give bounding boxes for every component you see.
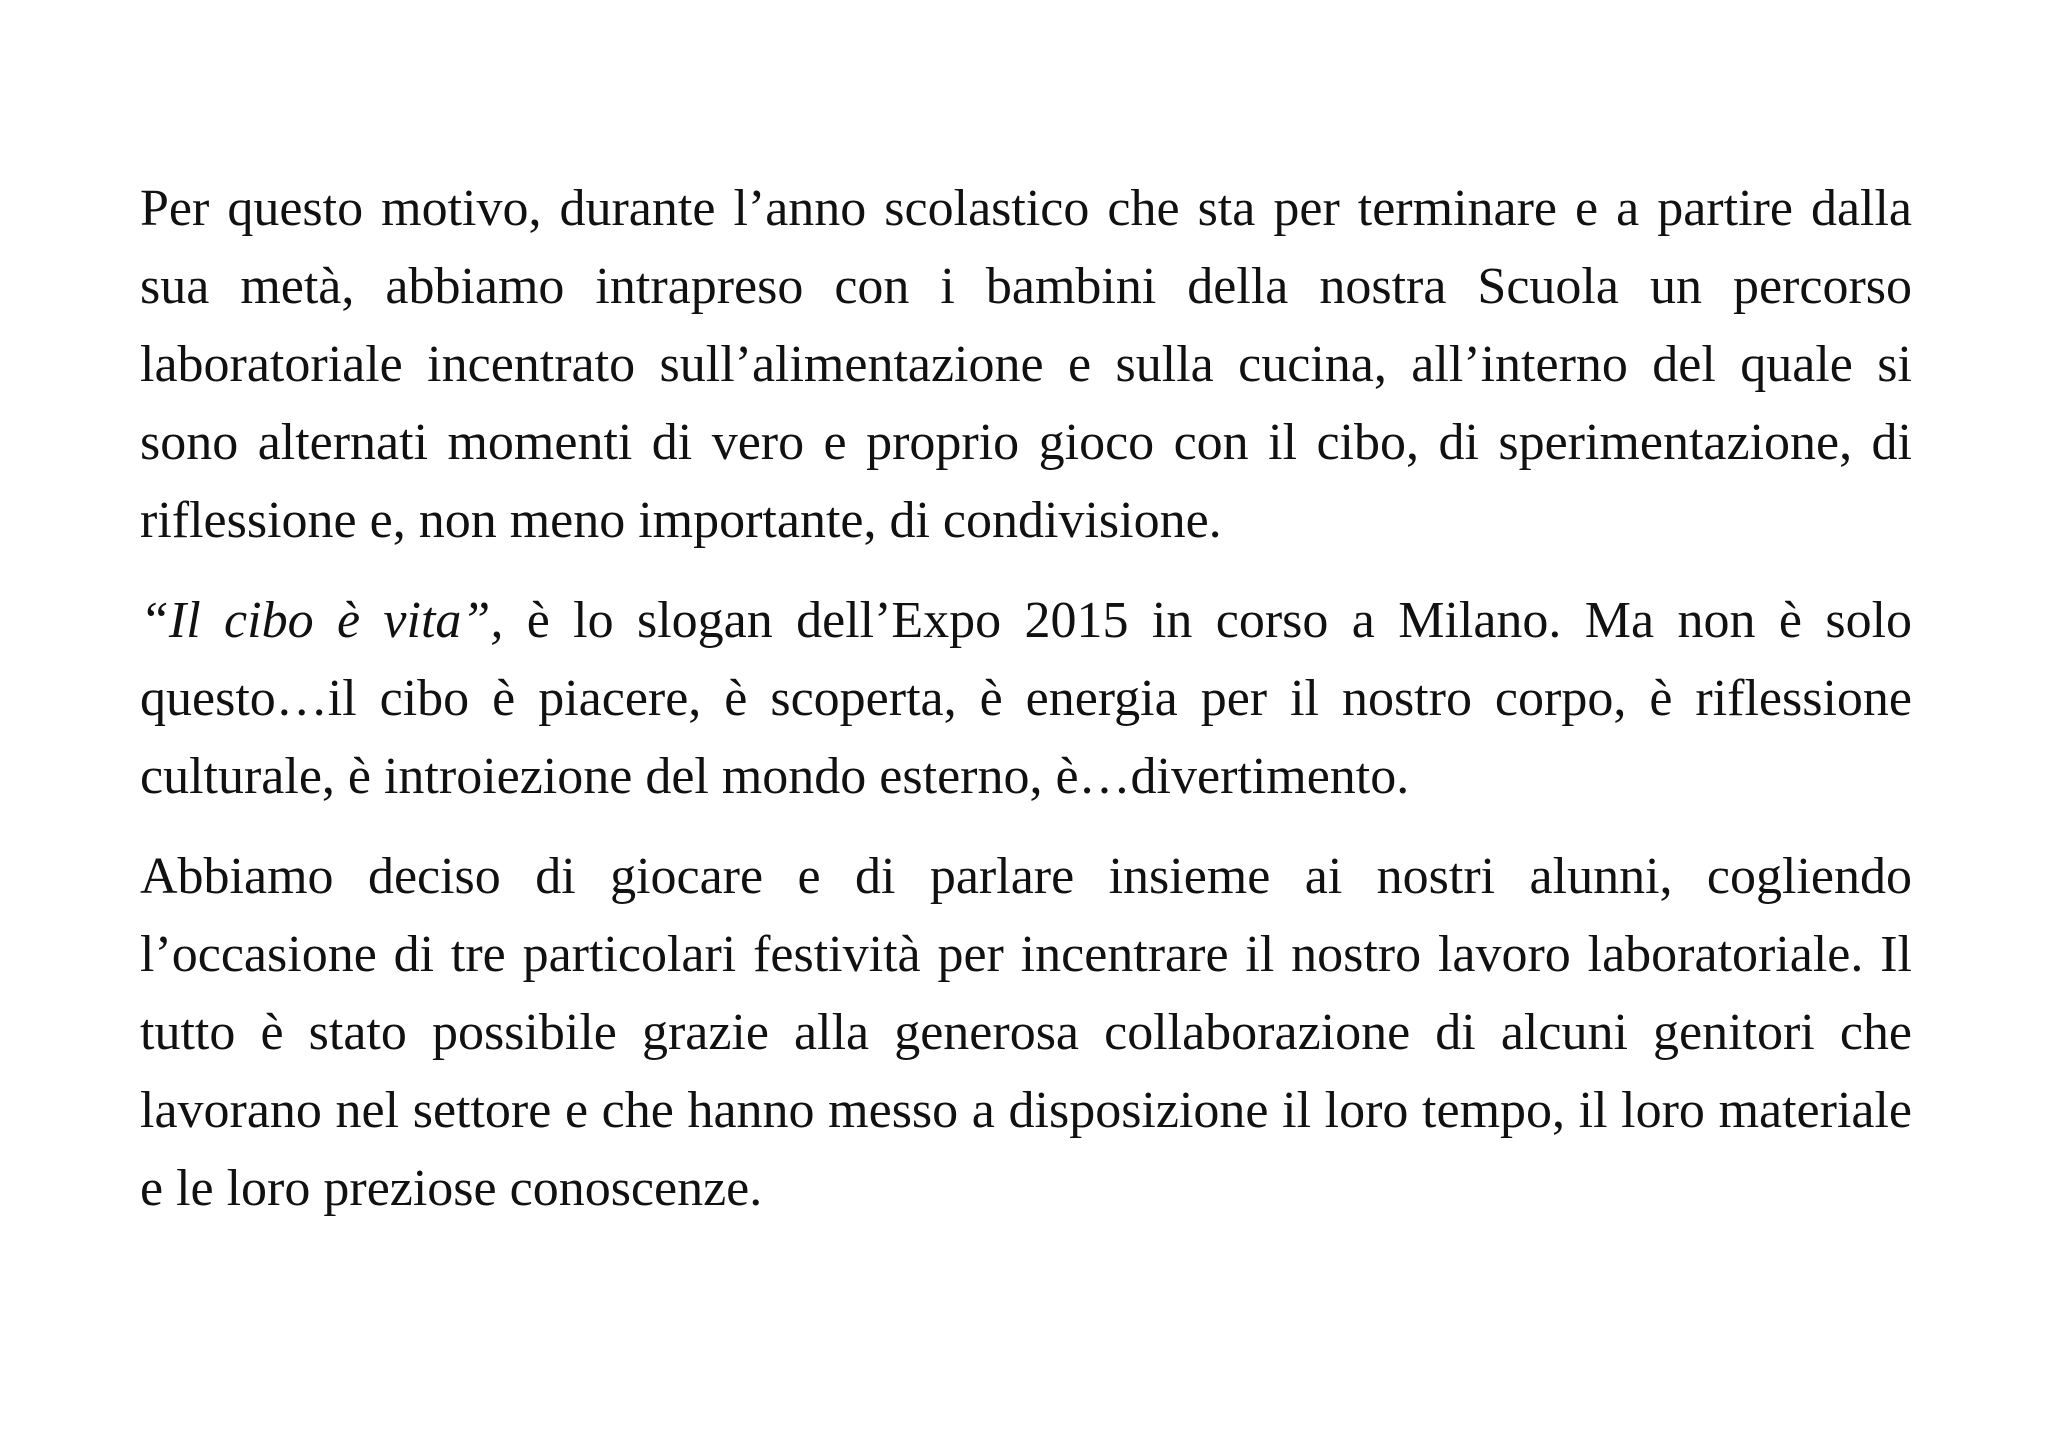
paragraph-3: Abbiamo deciso di giocare e di parlare insieme ai nostri alunni, cogliendo l’occasione di tre particolari festività per incentrare il nostro lavoro laboratoriale. Il tutto è stato possibile grazie alla generosa collaborazione di alcuni genitori che lavorano nel settore e che hanno messo a disposizione il loro tempo, il loro materiale e le loro preziose conoscenze. [140,848,1912,1217]
paragraph-1: Per questo motivo, durante l’anno scolastico che sta per terminare e a partire dalla sua metà, abbiamo intrapreso con i bambini della nostra Scuola un percorso laboratoriale incentrato sull’alimentazione e sulla cucina, all’interno del quale si sono alternati momenti di vero e proprio gioco con il cibo, di sperimentazione, di riflessione e, non meno importante, di condivisione. [140,180,1912,549]
paragraph-2-text: è lo slogan dell’Expo 2015 in corso a Milano. Ma non è solo questo…il cibo è piacere, è scoperta, è energia per il nostro corpo, è riflessione culturale, è introiezione del mondo esterno, è…divertimento. [140,592,1913,805]
paragraph-2 [140,582,1912,816]
slogan-quote: “Il cibo è vita”, [140,592,504,649]
body-text [140,170,1912,1250]
